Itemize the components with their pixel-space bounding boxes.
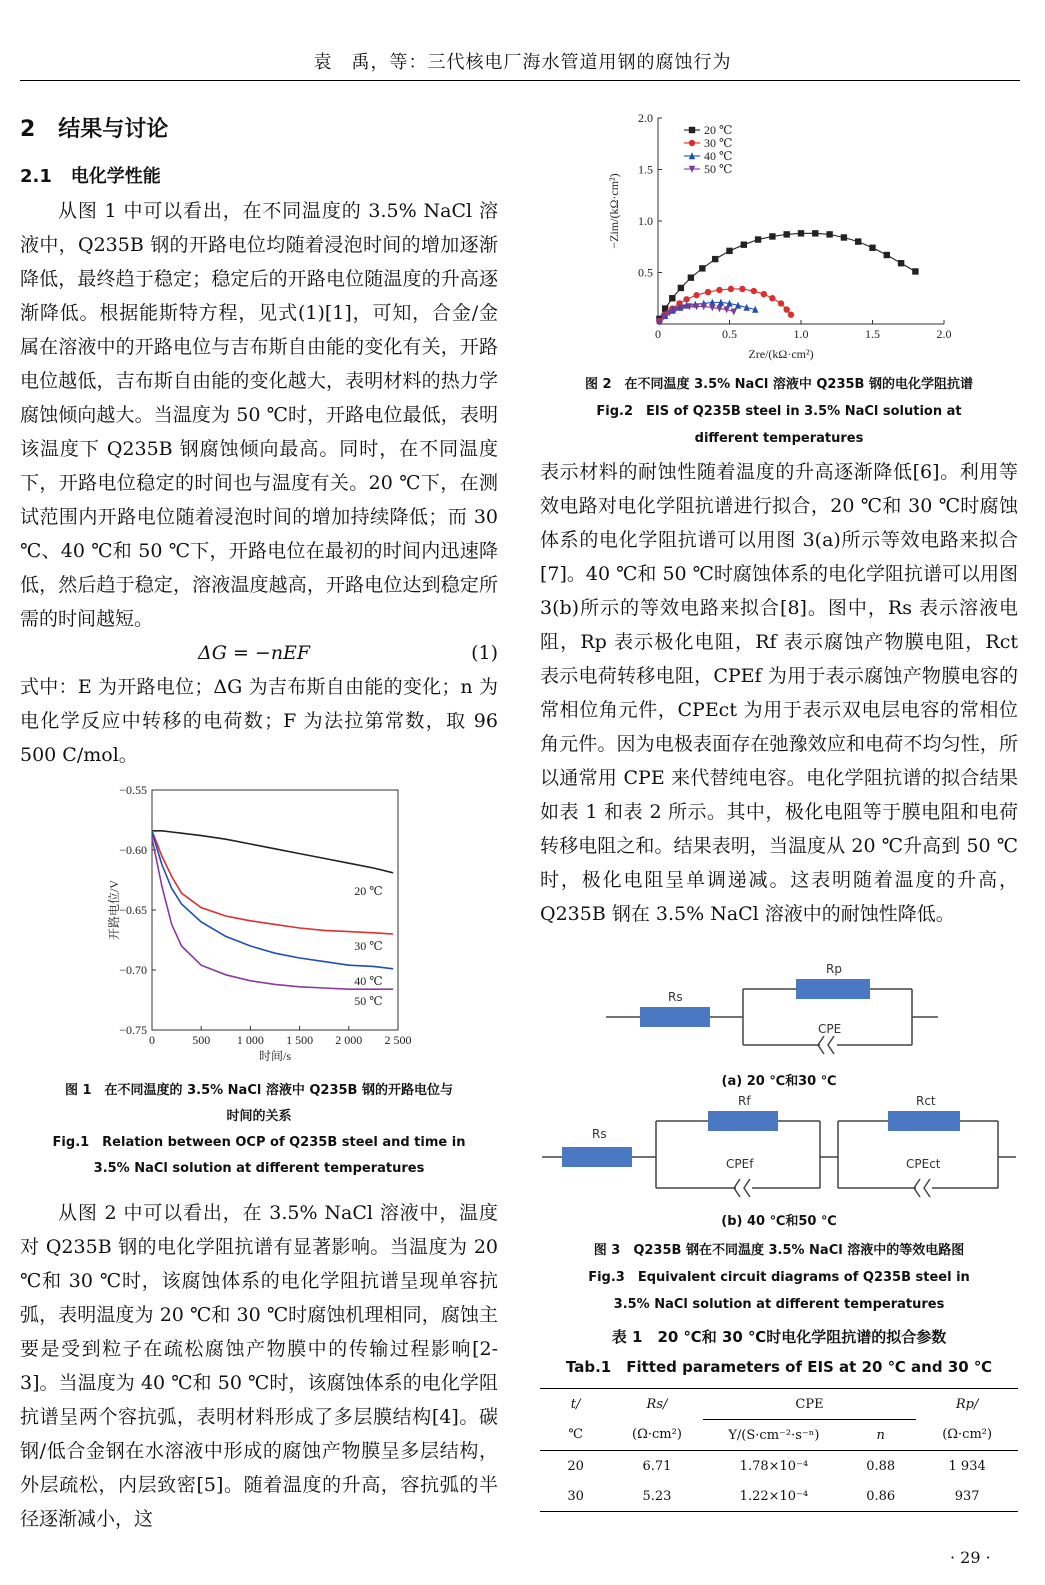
paragraph-1: 从图 1 中可以看出，在不同温度的 3.5% NaCl 溶液中，Q235B 钢的开路电位均随着浸泡时间的增加逐渐降低，最终趋于稳定；稳定后的开路电位随温度的升高逐渐降低。根据能斯特方程，见式(1)[1]，可知，合金/金属在溶液中的开路电位与吉布斯自由能的变化有关，开路电位越低，吉布斯自由能的变化越大，表明材料的热力学腐蚀倾向越大。当温度为 50 ℃时，开路电位最低，表明该温度下 Q235B 钢腐蚀倾向最高。同时，在不同温度下，开路电位稳定的时间也与温度有关。20 ℃下，在测试范围内开路电位随着浸泡时间的增加持续降低；而 30 ℃、40 ℃和 50 ℃下，开路电位在最初的时间内迅速降低，然后趋于稳定，溶液温度越高，开路电位达到稳定所需的时间越短。 (20, 200, 498, 630)
data-point (699, 265, 705, 271)
data-point (705, 289, 711, 295)
series-line-50 (152, 838, 393, 989)
label-rs-a: Rs (668, 990, 683, 1004)
data-point (755, 236, 761, 242)
data-point (669, 295, 675, 301)
x-tick-label: 500 (192, 1033, 211, 1047)
equation-number: (1) (471, 642, 498, 664)
cell-y: 1.78×10⁻⁴ (739, 1458, 809, 1474)
y-tick-label: −0.55 (119, 783, 147, 797)
x-tick-label: 1.5 (865, 327, 880, 341)
resistor-rf (708, 1111, 778, 1131)
figure-3 (540, 945, 1018, 1235)
table1-title-cn: 表 1 20 ℃和 30 ℃时电化学阻抗谱的拟合参数 (611, 1328, 947, 1346)
fig1-caption-en-1: Fig.1 Relation between OCP of Q235B steel and time in (52, 1135, 466, 1150)
header-y: Y/(S·cm⁻²·s⁻ⁿ) (728, 1427, 820, 1443)
table-row (540, 1451, 1018, 1482)
label-cpect: CPEct (906, 1157, 941, 1171)
cell-rp: 937 (954, 1488, 980, 1504)
header-rule (20, 80, 1020, 81)
y-tick-label: −0.70 (119, 963, 147, 977)
data-point (728, 286, 734, 292)
legend-label: 40 ℃ (704, 149, 733, 163)
section-title: 结果与讨论 (58, 117, 169, 142)
label-rs-b: Rs (592, 1127, 607, 1141)
data-point (688, 274, 694, 280)
x-tick-label: 0 (655, 327, 661, 341)
cell-rs: 6.71 (642, 1458, 672, 1474)
table-row (540, 1481, 1018, 1512)
x-tick-label: 1 500 (286, 1033, 314, 1047)
resistor-rp (796, 979, 870, 999)
cell-n: 0.88 (866, 1458, 896, 1474)
label-a: (a) 20 ℃和30 ℃ (721, 1074, 837, 1089)
data-point (761, 291, 767, 297)
fig3-caption-en-2: 3.5% NaCl solution at different temperatures (613, 1297, 945, 1312)
series-line-30 (152, 831, 393, 934)
data-point (812, 230, 818, 236)
resistor-rs-a (640, 1007, 710, 1027)
eis-chart (560, 106, 1000, 366)
series-label: 40 ℃ (354, 973, 383, 988)
fig1-caption-en-2: 3.5% NaCl solution at different temperatures (93, 1161, 425, 1176)
x-tick-label: 2 500 (384, 1033, 412, 1047)
legend-marker (689, 140, 695, 146)
y-tick-label: −0.60 (119, 843, 147, 857)
label-cpe: CPE (818, 1022, 842, 1036)
label-rf: Rf (738, 1094, 751, 1108)
fig2-caption-cn: 图 2 在不同温度 3.5% NaCl 溶液中 Q235B 钢的电化学阻抗谱 (584, 377, 973, 392)
data-point (716, 287, 722, 293)
header-cpe: CPE (703, 1389, 917, 1420)
figure-1 (20, 778, 498, 1078)
fig3-caption-en-1: Fig.3 Equivalent circuit diagrams of Q235B steel in (588, 1270, 970, 1285)
resistor-rct (888, 1111, 960, 1131)
data-point (788, 312, 794, 318)
y-tick-label: −0.75 (119, 1023, 147, 1037)
label-rp: Rp (826, 962, 842, 976)
data-point (693, 292, 699, 298)
header-rp-unit: (Ω·cm²) (942, 1427, 993, 1443)
left-column (20, 112, 498, 1536)
subsection-number: 2.1 (20, 166, 52, 187)
cell-y: 1.22×10⁻⁴ (739, 1488, 809, 1504)
table-header-row-2 (540, 1420, 1018, 1451)
label-cpef: CPEf (726, 1157, 754, 1171)
x-tick-label: 1.0 (793, 327, 809, 341)
figure-2 (560, 106, 1000, 366)
legend-label: 50 ℃ (704, 162, 733, 176)
data-point (726, 248, 732, 254)
x-tick-label: 1 000 (236, 1033, 264, 1047)
series-line-20 (152, 831, 393, 873)
fig1-caption-cn-2: 时间的关系 (226, 1109, 292, 1124)
legend-marker (689, 127, 695, 133)
cell-t: 20 (567, 1458, 584, 1474)
header-t-unit: ℃ (568, 1427, 583, 1443)
subsection-title: 电化学性能 (70, 166, 161, 187)
legend-label: 20 ℃ (704, 123, 733, 137)
y-tick-label: −0.65 (119, 903, 147, 917)
table-header-row-1 (540, 1389, 1018, 1420)
data-point (741, 241, 747, 247)
fig3-caption-cn: 图 3 Q235B 钢在不同温度 3.5% NaCl 溶液中的等效电路图 (593, 1243, 965, 1258)
data-point (769, 233, 775, 239)
x-tick-label: 0.5 (722, 327, 737, 341)
paragraph-3: 从图 2 中可以看出，在 3.5% NaCl 溶液中，温度对 Q235B 钢的电化学阻抗谱有显著影响。当温度为 20 ℃和 30 ℃时，该腐蚀体系的电化学阻抗谱呈现单容抗弧，表明温度为 20 ℃和 30 ℃时腐蚀机理相同，腐蚀主要是受到粒子在疏松腐蚀产物膜中的传输过程影响[2-3]。当温度为 40 ℃和 50 ℃时，该腐蚀体系的电化学阻抗谱呈两个容抗弧，表明材料形成了多层膜结构[4]。碳钢/低合金钢在水溶液中形成的腐蚀产物膜呈多层结构，外层疏松，内层致密[5]。随着温度的升高，容抗弧的半径逐渐减小，这 (20, 1202, 498, 1530)
data-point (751, 288, 757, 294)
y-tick-label: 0.5 (638, 265, 653, 280)
data-point (898, 260, 904, 266)
header-rs-unit: (Ω·cm²) (632, 1427, 682, 1443)
table1-title-en: Tab.1 Fitted parameters of EIS at 20 ℃ and 30 ℃ (565, 1358, 993, 1376)
section-heading (20, 112, 498, 142)
header-rs: Rs/ (646, 1396, 668, 1412)
data-point (826, 231, 832, 237)
series-label: 30 ℃ (354, 939, 383, 953)
header-rp: Rp/ (955, 1396, 979, 1412)
fig2-caption-en-1: Fig.2 EIS of Q235B steel in 3.5% NaCl solution at (596, 404, 962, 419)
header-n: n (876, 1427, 885, 1443)
y-tick-label: 1.5 (638, 162, 653, 177)
data-point (712, 256, 718, 262)
data-point (678, 285, 684, 291)
data-point (731, 308, 737, 315)
page-number: · 29 · (950, 1548, 991, 1567)
data-point (841, 234, 847, 240)
table-1 (540, 1388, 1018, 1512)
fig2-caption-en-2: different temperatures (694, 431, 864, 446)
data-point (784, 231, 790, 237)
x-axis-label: Zre/(kΩ·cm²) (748, 347, 814, 361)
data-point (769, 295, 775, 301)
cell-n: 0.86 (866, 1488, 896, 1504)
data-point (798, 230, 804, 236)
subsection-heading (20, 162, 498, 190)
data-point (683, 296, 689, 302)
equation-row (20, 636, 498, 670)
section-number: 2 (20, 117, 36, 142)
cell-t: 30 (567, 1488, 584, 1504)
data-point (912, 268, 918, 274)
data-point (869, 245, 875, 251)
series-label: 50 ℃ (354, 994, 383, 1009)
y-tick-label: 1.0 (638, 214, 653, 228)
x-tick-label: 2.0 (936, 327, 952, 341)
paragraph-2: 式中：E 为开路电位；ΔG 为吉布斯自由能的变化；n 为电化学反应中转移的电荷数；F 为法拉第常数，取 96 500 C/mol。 (20, 676, 498, 766)
right-column (540, 455, 1018, 931)
x-tick-label: 0 (149, 1033, 155, 1047)
data-point (884, 252, 890, 258)
data-point (778, 300, 784, 306)
y-tick-label: 2.0 (638, 111, 653, 125)
label-rct: Rct (916, 1094, 936, 1108)
paragraph-4: 表示材料的耐蚀性随着温度的升高逐渐降低[6]。利用等效电路对电化学阻抗谱进行拟合，20 ℃和 30 ℃时腐蚀体系的电化学阻抗谱可以用图 3(a)所示等效电路来拟合[7]。40 ℃和 50 ℃时腐蚀体系的电化学阻抗谱可以用图 3(b)所示的等效电路来拟合[8]。图中，Rs 表示溶液电阻，Rp 表示极化电阻，Rf 表示腐蚀产物膜电阻，Rct 表示电荷转移电阻，CPEf 为用于表示腐蚀产物膜电容的常相位角元件，CPEct 为用于表示双电层电容的常相位角元件。因为电极表面存在弛豫效应和电荷不均匀性，所以通常用 CPE 来代替纯电容。电化学阻抗谱的拟合结果如表 1 和表 2 所示。其中，极化电阻等于膜电阻和电荷转移电阻之和。结果表明，当温度从 20 ℃升高到 50 ℃时，极化电阻呈单调递减。这表明随着温度的升高，Q235B 钢在 3.5% NaCl 溶液中的耐蚀性降低。 (540, 461, 1018, 925)
equation: ΔG = −nEF (198, 642, 311, 664)
running-header: 袁 禹，等：三代核电厂海水管道用钢的腐蚀行为 (313, 52, 732, 73)
fig1-caption-cn-1: 图 1 在不同温度的 3.5% NaCl 溶液中 Q235B 钢的开路电位与 (64, 1083, 453, 1098)
x-axis-label: 时间/s (258, 1049, 292, 1063)
header-t: t/ (570, 1396, 581, 1412)
cell-rp: 1 934 (948, 1458, 986, 1474)
ocp-chart (20, 778, 498, 1078)
label-b: (b) 40 ℃和50 ℃ (721, 1214, 837, 1229)
x-tick-label: 2 000 (335, 1033, 363, 1047)
series-label: 20 ℃ (354, 883, 383, 898)
resistor-rs-b (562, 1147, 632, 1167)
data-point (739, 286, 745, 292)
data-point (855, 238, 861, 244)
equivalent-circuit-diagrams (540, 945, 1018, 1235)
data-point (784, 306, 790, 312)
legend-label: 30 ℃ (704, 136, 733, 150)
cell-rs: 5.23 (642, 1488, 672, 1504)
y-axis-label: −Zim/(kΩ·cm²) (607, 173, 621, 249)
y-axis-label: 开路电位/V (107, 879, 121, 941)
